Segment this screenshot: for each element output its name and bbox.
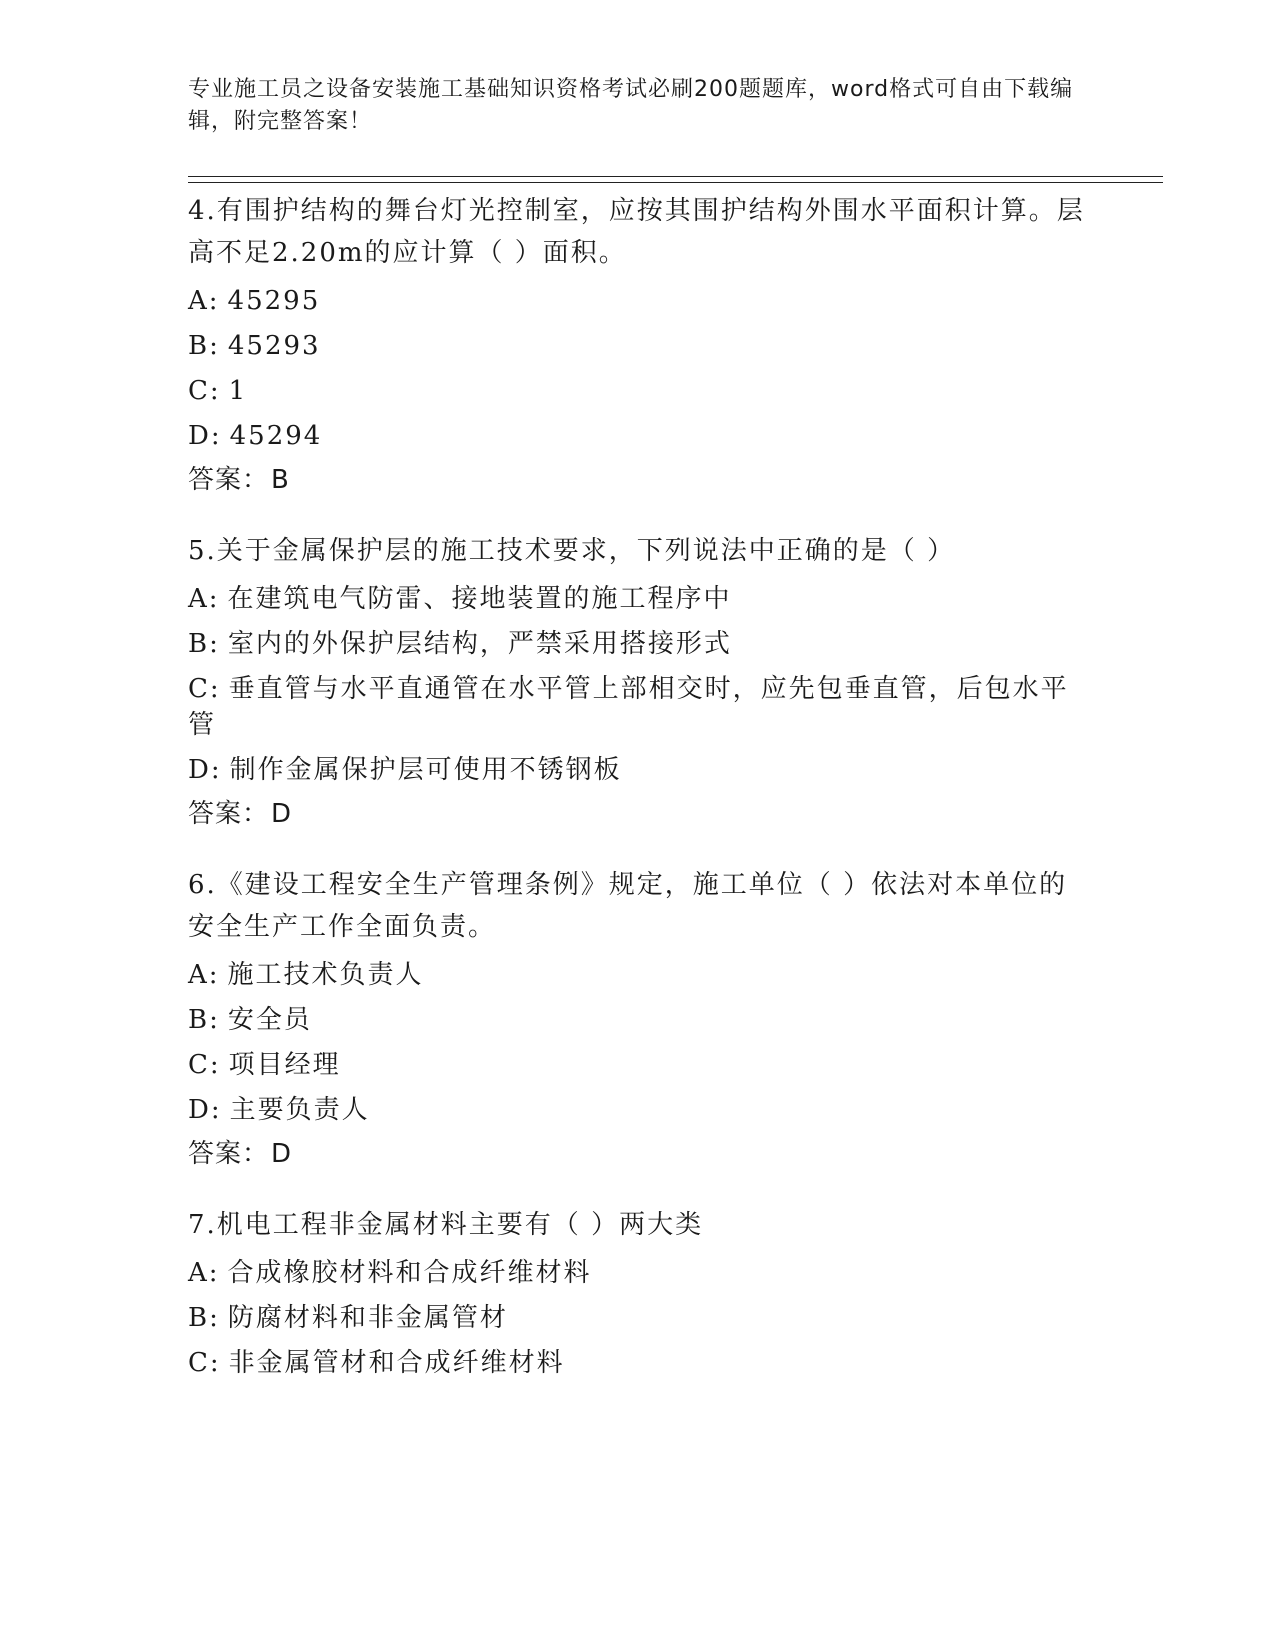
- option-text: 45295: [227, 286, 321, 316]
- option-a: [188, 957, 1088, 993]
- option-text: 项目经理: [228, 1050, 341, 1080]
- question-stem: 7.机电工程非金属材料主要有（ ）两大类: [188, 1210, 704, 1240]
- option-key: A:: [188, 286, 220, 316]
- option-text: 主要负责人: [229, 1095, 370, 1125]
- option-key: C:: [188, 1050, 221, 1080]
- answer-value: B: [271, 465, 290, 495]
- option-key: D:: [188, 421, 222, 451]
- question-6: [188, 864, 1088, 1172]
- question-list: [188, 190, 1088, 1413]
- option-b: [188, 328, 1088, 364]
- answer-label: 答案：: [188, 1139, 270, 1169]
- option-c: [188, 1345, 1088, 1381]
- option-key: A:: [188, 584, 220, 614]
- option-key: C:: [188, 376, 221, 406]
- option-key: B:: [188, 1005, 220, 1035]
- question-4: [188, 190, 1088, 498]
- option-key: A:: [188, 1258, 220, 1288]
- answer-value: D: [271, 1139, 293, 1169]
- option-key: A:: [188, 960, 220, 990]
- option-text: 合成橡胶材料和合成纤维材料: [227, 1258, 592, 1288]
- option-key: D:: [188, 755, 222, 785]
- option-text: 45294: [229, 421, 323, 451]
- option-text: 在建筑电气防雷、接地装置的施工程序中: [227, 584, 732, 614]
- answer-label: 答案：: [188, 799, 270, 829]
- option-key: B:: [188, 1303, 220, 1333]
- question-stem: 5.关于金属保护层的施工技术要求，下列说法中正确的是（ ）: [188, 536, 956, 566]
- option-a: [188, 581, 1088, 617]
- option-c: [188, 671, 1088, 743]
- option-a: [188, 283, 1088, 319]
- option-key: C:: [188, 674, 221, 704]
- option-key: B:: [188, 331, 220, 361]
- option-d: [188, 1092, 1088, 1128]
- answer-label: 答案：: [188, 465, 270, 495]
- option-text: 室内的外保护层结构，严禁采用搭接形式: [227, 629, 732, 659]
- question-7: [188, 1204, 1088, 1381]
- header-divider-top: [188, 176, 1163, 177]
- answer-value: D: [271, 799, 293, 829]
- answer-line: [188, 796, 1088, 832]
- option-text: 防腐材料和非金属管材: [227, 1303, 508, 1333]
- option-text: 非金属管材和合成纤维材料: [228, 1348, 565, 1378]
- question-stem: 6.《建设工程安全生产管理条例》规定，施工单位（ ）依法对本单位的安全生产工作全面负责。: [188, 870, 1068, 942]
- option-c: [188, 373, 1088, 409]
- option-text: 45293: [227, 331, 321, 361]
- question-5: [188, 530, 1088, 832]
- answer-line: [188, 462, 1088, 498]
- option-d: [188, 752, 1088, 788]
- option-d: [188, 418, 1088, 454]
- option-b: [188, 1300, 1088, 1336]
- option-key: C:: [188, 1348, 221, 1378]
- answer-line: [188, 1136, 1088, 1172]
- option-text: 施工技术负责人: [227, 960, 424, 990]
- option-b: [188, 1002, 1088, 1038]
- option-key: D:: [188, 1095, 222, 1125]
- question-stem: 4.有围护结构的舞台灯光控制室，应按其围护结构外围水平面积计算。层高不足2.20m的应计算（ ）面积。: [188, 196, 1085, 268]
- header-divider-bottom: [188, 182, 1163, 183]
- option-b: [188, 626, 1088, 662]
- option-text: 垂直管与水平直通管在水平管上部相交时，应先包垂直管，后包水平管: [188, 674, 1069, 740]
- option-text: 制作金属保护层可使用不锈钢板: [229, 755, 622, 785]
- option-text: 安全员: [227, 1005, 312, 1035]
- option-a: [188, 1255, 1088, 1291]
- option-key: B:: [188, 629, 220, 659]
- option-c: [188, 1047, 1088, 1083]
- document-header: 专业施工员之设备安装施工基础知识资格考试必刷200题题库，word格式可自由下载编辑，附完整答案！: [188, 77, 1074, 134]
- option-text: 1: [228, 376, 248, 406]
